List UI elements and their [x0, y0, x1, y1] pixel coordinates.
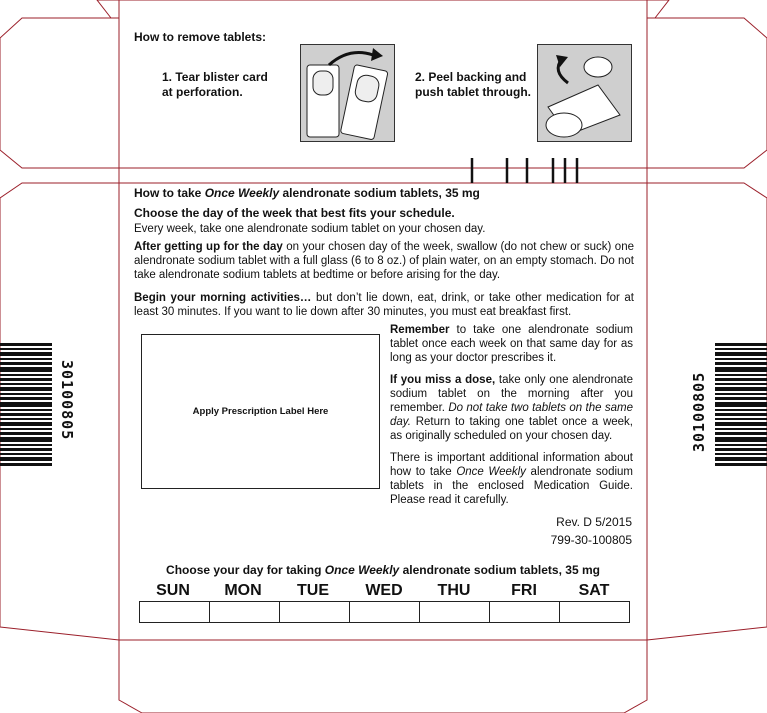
step-2-text	[415, 70, 531, 100]
prescription-label-area	[141, 334, 380, 489]
push-tablet-illustration	[537, 44, 632, 142]
take-title-em: Once Weekly	[204, 186, 280, 200]
missed-em: Do not take two tablets on the same day.	[390, 402, 633, 428]
push-tablet-icon	[538, 45, 631, 141]
remove-title: How to remove tablets:	[134, 30, 267, 44]
day-box-thu[interactable]	[419, 601, 490, 623]
revision-text: Rev. D 5/2015	[556, 515, 632, 529]
day-box-wed[interactable]	[349, 601, 420, 623]
take-title	[134, 186, 480, 200]
barcode-right-number: 30100805	[690, 371, 708, 452]
day-mon: MON	[224, 582, 262, 599]
after-rest: on your chosen day of the week, swallow (do not chew or suck) one alendronate sodium tablet with a full glass (6 to 8 oz.) of plain water, on an empty stomach. Do not take alendronate sodium tablets at bedtime or before arising for the day.	[134, 241, 634, 281]
choose-heading: Choose the day of the week that best fits your schedule.	[134, 206, 455, 220]
day-sat: SAT	[578, 582, 610, 599]
info-em: Once Weekly	[456, 466, 526, 478]
day-fri: FRI	[511, 582, 537, 599]
day-chooser-title-post: alendronate sodium tablets, 35 mg	[399, 563, 600, 577]
day-tue: TUE	[297, 582, 329, 599]
day-chooser-title	[119, 563, 647, 577]
remember-rest: to take one alendronate sodium tablet once each week on that same day for as long as your doctor prescribes it.	[390, 324, 633, 364]
barcode-left	[0, 343, 56, 467]
prescription-label-text: Apply Prescription Label Here	[192, 406, 329, 417]
after-getting-up-paragraph	[134, 240, 634, 282]
missed-rest-1: take only one alendronate sodium tablet on the morning after you remember.	[390, 374, 633, 414]
day-wed: WED	[365, 582, 403, 599]
step-1-line-2: at perforation.	[162, 85, 243, 99]
important-info-paragraph	[390, 451, 633, 507]
tear-blister-illustration	[300, 44, 395, 142]
day-box-mon[interactable]	[209, 601, 280, 623]
take-title-post: alendronate sodium tablets, 35 mg	[279, 186, 480, 200]
day-box-sun[interactable]	[139, 601, 210, 623]
begin-rest: but don’t lie down, eat, drink, or take other medication for at least 30 minutes. If you want to lie down after 30 minutes, you must eat breakfast first.	[134, 292, 634, 318]
info-pre: There is important additional information about how to take	[390, 452, 633, 478]
day-box-fri[interactable]	[489, 601, 560, 623]
day-chooser-title-em: Once Weekly	[324, 563, 400, 577]
tear-blister-icon	[301, 45, 394, 141]
day-thu: THU	[437, 582, 471, 599]
product-code: 799-30-100805	[550, 533, 632, 547]
step-2-line-2: push tablet through.	[415, 85, 531, 99]
info-post: alendronate sodium tablets in the enclosed Medication Guide. Please read it carefully.	[390, 466, 633, 506]
remember-paragraph	[390, 323, 633, 365]
begin-bold: Begin your morning activities…	[134, 292, 312, 304]
begin-morning-paragraph	[134, 291, 634, 319]
barcode-left-number: 30100805	[58, 360, 76, 441]
every-week-text: Every week, take one alendronate sodium tablet on your chosen day.	[134, 223, 486, 235]
step-2-line-1: 2. Peel backing and	[415, 70, 527, 84]
missed-dose-paragraph	[390, 373, 633, 443]
day-box-tue[interactable]	[279, 601, 350, 623]
after-bold: After getting up for the day	[134, 241, 283, 253]
missed-rest-2: Return to taking one tablet once a week, as originally scheduled on your chosen day.	[390, 416, 633, 442]
day-chooser-title-pre: Choose your day for taking	[166, 563, 325, 577]
remember-bold: Remember	[390, 324, 450, 336]
day-sun: SUN	[156, 582, 190, 599]
step-1-line-1: 1. Tear blister card	[162, 70, 268, 84]
take-title-pre: How to take	[134, 186, 205, 200]
day-box-sat[interactable]	[559, 601, 630, 623]
step-1-text	[162, 70, 268, 100]
missed-bold: If you miss a dose,	[390, 374, 496, 386]
barcode-right	[711, 343, 767, 467]
